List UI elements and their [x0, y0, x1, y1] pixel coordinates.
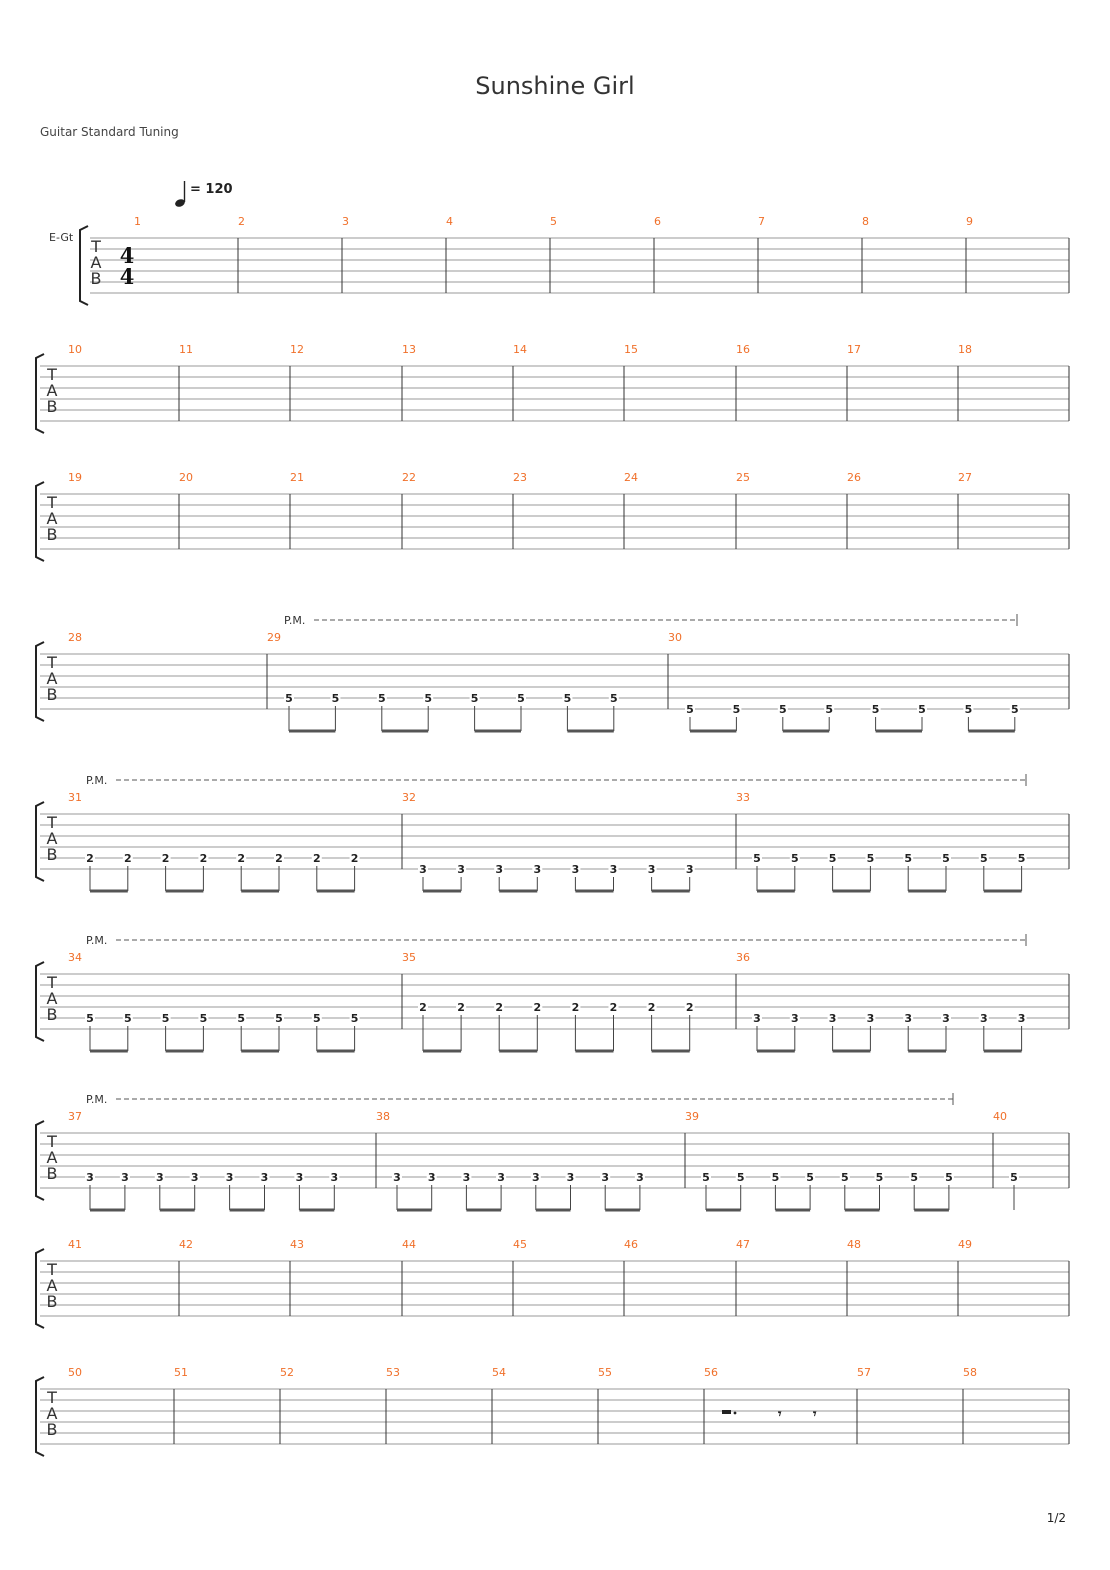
measure-number: 15	[624, 343, 638, 356]
fret-number: 5	[1010, 703, 1019, 716]
fret-number: 5	[199, 1012, 208, 1025]
tab-clef-letter: T	[91, 237, 101, 256]
fret-number: 5	[350, 1012, 359, 1025]
measure-number: 17	[847, 343, 861, 356]
measure-number: 20	[179, 471, 193, 484]
measure-number: 23	[513, 471, 527, 484]
measure-number: 28	[68, 631, 82, 644]
tab-clef-letter: T	[47, 365, 57, 384]
measure-number: 30	[668, 631, 682, 644]
time-signature-bottom: 4	[119, 264, 135, 289]
tab-clef-letter: A	[46, 829, 58, 848]
fret-number: 3	[427, 1171, 436, 1184]
fret-number: 5	[161, 1012, 170, 1025]
measure-number: 52	[280, 1366, 294, 1379]
tab-clef-letter: A	[46, 1276, 58, 1295]
measure-number: 11	[179, 343, 193, 356]
measure-number: 18	[958, 343, 972, 356]
fret-number: 3	[86, 1171, 94, 1184]
half-rest	[722, 1410, 731, 1414]
measure-number: 26	[847, 471, 861, 484]
tab-clef-letter: A	[46, 509, 58, 528]
measure-number: 13	[402, 343, 416, 356]
measure-number: 31	[68, 791, 82, 804]
measure-number: 40	[993, 1110, 1007, 1123]
tab-clef-letter: A	[46, 1404, 58, 1423]
fret-number: 3	[1017, 1012, 1026, 1025]
fret-number: 3	[497, 1171, 505, 1184]
fret-number: 3	[419, 863, 427, 876]
fret-number: 5	[470, 692, 479, 705]
fret-number: 3	[457, 863, 465, 876]
rest-dot	[734, 1412, 737, 1415]
measure-number: 43	[290, 1238, 304, 1251]
fret-number: 5	[1017, 852, 1026, 865]
fret-number: 5	[686, 703, 694, 716]
measure-number: 49	[958, 1238, 972, 1251]
tab-clef-letter: T	[47, 1260, 57, 1279]
tab-clef-letter: B	[46, 685, 58, 704]
tab-clef-letter: A	[46, 381, 58, 400]
fret-number: 5	[910, 1171, 919, 1184]
measure-number: 4	[446, 215, 453, 228]
tab-clef-letter: B	[46, 1005, 58, 1024]
fret-number: 3	[566, 1171, 575, 1184]
fret-number: 3	[753, 1012, 761, 1025]
measure-number: 58	[963, 1366, 977, 1379]
fret-number: 2	[533, 1001, 542, 1014]
score-title: Sunshine Girl	[475, 72, 635, 100]
measure-number: 32	[402, 791, 416, 804]
fret-number: 3	[571, 863, 580, 876]
fret-number: 5	[285, 692, 293, 705]
tab-clef-letter: B	[46, 845, 58, 864]
palm-mute-label: P.M.	[86, 934, 108, 947]
fret-number: 5	[702, 1171, 710, 1184]
measure-number: 56	[704, 1366, 718, 1379]
fret-number: 5	[790, 852, 799, 865]
fret-number: 2	[86, 852, 94, 865]
fret-number: 5	[866, 852, 875, 865]
fret-number: 5	[86, 1012, 94, 1025]
tab-clef-letter: B	[46, 1420, 58, 1439]
fret-number: 5	[1010, 1171, 1018, 1184]
fret-number: 2	[123, 852, 132, 865]
measure-number: 44	[402, 1238, 416, 1251]
measure-number: 55	[598, 1366, 612, 1379]
measure-number: 6	[654, 215, 661, 228]
fret-number: 5	[871, 703, 880, 716]
fret-number: 3	[190, 1171, 199, 1184]
eighth-rest: 𝄾	[813, 1407, 817, 1422]
tab-clef-letter: B	[90, 269, 102, 288]
measure-number: 36	[736, 951, 750, 964]
measure-number: 46	[624, 1238, 638, 1251]
fret-number: 5	[237, 1012, 246, 1025]
fret-number: 3	[495, 863, 504, 876]
fret-number: 2	[685, 1001, 694, 1014]
measure-number: 35	[402, 951, 416, 964]
tab-clef-letter: T	[47, 813, 57, 832]
fret-number: 5	[377, 692, 386, 705]
measure-number: 34	[68, 951, 82, 964]
fret-number: 5	[918, 703, 926, 716]
fret-number: 5	[840, 1171, 849, 1184]
fret-number: 2	[609, 1001, 618, 1014]
fret-number: 2	[419, 1001, 427, 1014]
fret-number: 5	[979, 852, 988, 865]
fret-number: 5	[517, 692, 525, 705]
measure-number: 12	[290, 343, 304, 356]
fret-number: 3	[225, 1171, 234, 1184]
measure-number: 10	[68, 343, 82, 356]
fret-number: 5	[778, 703, 787, 716]
palm-mute-label: P.M.	[284, 614, 306, 627]
measure-number: 39	[685, 1110, 699, 1123]
fret-number: 3	[260, 1171, 269, 1184]
fret-number: 5	[732, 703, 741, 716]
fret-number: 3	[904, 1012, 913, 1025]
measure-number: 33	[736, 791, 750, 804]
fret-number: 3	[636, 1171, 644, 1184]
fret-number: 5	[424, 692, 433, 705]
fret-number: 2	[237, 852, 246, 865]
measure-number: 9	[966, 215, 973, 228]
fret-number: 5	[736, 1171, 745, 1184]
measure-number: 8	[862, 215, 869, 228]
fret-number: 5	[875, 1171, 884, 1184]
fret-number: 3	[155, 1171, 164, 1184]
measure-number: 42	[179, 1238, 193, 1251]
fret-number: 3	[866, 1012, 875, 1025]
measure-number: 3	[342, 215, 349, 228]
measure-number: 7	[758, 215, 765, 228]
fret-number: 3	[828, 1012, 837, 1025]
fret-number: 5	[312, 1012, 321, 1025]
fret-number: 3	[790, 1012, 799, 1025]
fret-number: 3	[609, 863, 618, 876]
tab-clef-letter: B	[46, 397, 58, 416]
tab-clef-letter: A	[90, 253, 102, 272]
measure-number: 54	[492, 1366, 506, 1379]
tab-clef-letter: A	[46, 669, 58, 688]
measure-number: 29	[267, 631, 281, 644]
measure-number: 2	[238, 215, 245, 228]
fret-number: 5	[825, 703, 834, 716]
fret-number: 2	[312, 852, 321, 865]
fret-number: 2	[571, 1001, 580, 1014]
fret-number: 2	[647, 1001, 656, 1014]
fret-number: 2	[495, 1001, 504, 1014]
palm-mute-label: P.M.	[86, 1093, 108, 1106]
fret-number: 3	[393, 1171, 401, 1184]
tab-clef-letter: B	[46, 1292, 58, 1311]
tab-clef-letter: B	[46, 525, 58, 544]
fret-number: 5	[123, 1012, 132, 1025]
measure-number: 16	[736, 343, 750, 356]
fret-number: 5	[609, 692, 618, 705]
measure-number: 53	[386, 1366, 400, 1379]
fret-number: 5	[945, 1171, 953, 1184]
measure-number: 38	[376, 1110, 390, 1123]
fret-number: 3	[647, 863, 656, 876]
instrument-label: E-Gt	[49, 231, 74, 244]
fret-number: 3	[462, 1171, 471, 1184]
fret-number: 3	[121, 1171, 129, 1184]
palm-mute-label: P.M.	[86, 774, 108, 787]
measure-number: 27	[958, 471, 972, 484]
fret-number: 2	[350, 852, 359, 865]
tab-clef-letter: A	[46, 1148, 58, 1167]
measure-number: 50	[68, 1366, 82, 1379]
tab-clef-letter: B	[46, 1164, 58, 1183]
fret-number: 5	[331, 692, 340, 705]
fret-number: 3	[295, 1171, 304, 1184]
measure-number: 51	[174, 1366, 188, 1379]
fret-number: 2	[275, 852, 283, 865]
measure-number: 14	[513, 343, 527, 356]
time-signature-top: 4	[119, 243, 135, 268]
measure-number: 45	[513, 1238, 527, 1251]
fret-number: 3	[330, 1171, 339, 1184]
measure-number: 57	[857, 1366, 871, 1379]
fret-number: 5	[942, 852, 950, 865]
tab-clef-letter: T	[47, 653, 57, 672]
measure-number: 22	[402, 471, 416, 484]
tab-clef-letter: A	[46, 989, 58, 1008]
eighth-rest: 𝄾	[778, 1407, 782, 1422]
fret-number: 3	[531, 1171, 540, 1184]
fret-number: 2	[457, 1001, 465, 1014]
tab-clef-letter: T	[47, 493, 57, 512]
fret-number: 5	[771, 1171, 780, 1184]
tab-clef-letter: T	[47, 973, 57, 992]
fret-number: 3	[979, 1012, 988, 1025]
measure-number: 37	[68, 1110, 82, 1123]
fret-number: 5	[563, 692, 572, 705]
fret-number: 3	[942, 1012, 950, 1025]
measure-number: 21	[290, 471, 304, 484]
fret-number: 2	[161, 852, 170, 865]
measure-number: 1	[134, 215, 141, 228]
tab-clef-letter: T	[47, 1388, 57, 1407]
page-number: 1/2	[1046, 1511, 1066, 1525]
fret-number: 5	[964, 703, 973, 716]
fret-number: 5	[753, 852, 761, 865]
fret-number: 5	[806, 1171, 814, 1184]
fret-number: 3	[601, 1171, 610, 1184]
measure-number: 47	[736, 1238, 750, 1251]
measure-number: 24	[624, 471, 638, 484]
measure-number: 41	[68, 1238, 82, 1251]
tempo-marking: = 120	[190, 182, 233, 197]
measure-number: 25	[736, 471, 750, 484]
tab-clef-letter: T	[47, 1132, 57, 1151]
measure-number: 19	[68, 471, 82, 484]
fret-number: 3	[685, 863, 694, 876]
fret-number: 2	[199, 852, 208, 865]
measure-number: 48	[847, 1238, 861, 1251]
tuning-label: Guitar Standard Tuning	[40, 125, 179, 139]
fret-number: 5	[275, 1012, 283, 1025]
fret-number: 3	[533, 863, 542, 876]
system-bracket	[80, 226, 88, 305]
fret-number: 5	[904, 852, 913, 865]
measure-number: 5	[550, 215, 557, 228]
fret-number: 5	[828, 852, 837, 865]
